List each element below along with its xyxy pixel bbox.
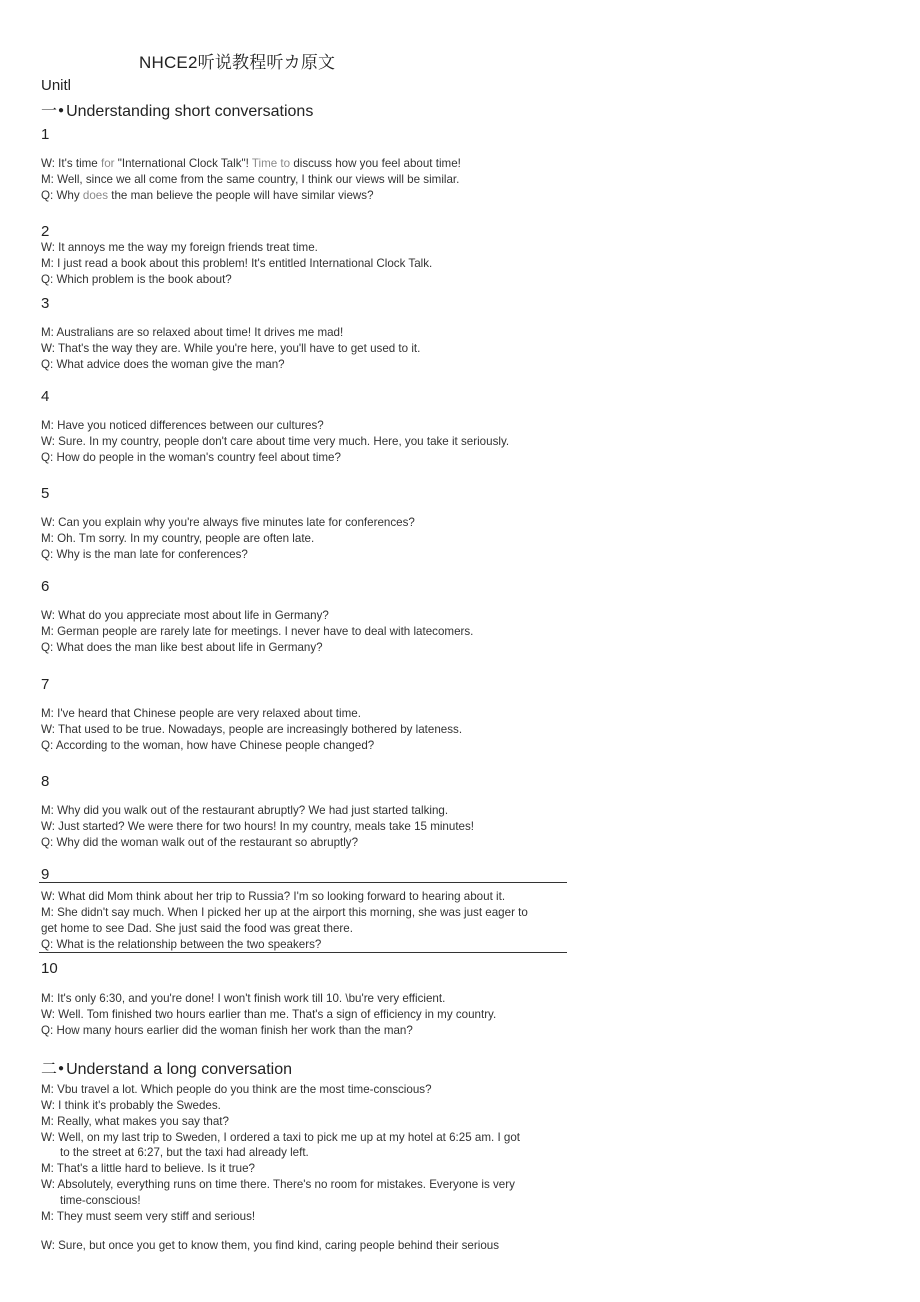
bullet-dot-icon: ● [58,1063,65,1074]
line-segment: does [82,189,109,202]
dialogue-line: M: Why did you walk out of the restaurant abruptly? We had just started talking. [41,804,449,817]
line-segment: Time to [251,157,291,170]
dialogue-line: Q: According to the woman, how have Chinese people changed? [41,739,375,752]
dialogue-line: W: That's the way they are. While you're here, you'll have to get used to it. [41,342,421,355]
item-number: 7 [41,676,50,693]
section-1-title: Understanding short conversations [66,103,314,120]
line-segment: the man believe the people will have similar views? [108,189,374,202]
dialogue-line: W: I think it's probably the Swedes. [41,1099,221,1112]
line-segment: discuss how you feel about time! [290,157,461,170]
dialogue-line: M: I've heard that Chinese people are very relaxed about time. [41,707,361,720]
dialogue-line: W: What did Mom think about her trip to Russia? I'm so looking forward to hearing about it. [41,890,506,903]
dialogue-line: M: She didn't say much. When I picked her up at the airport this morning, she was just eager to [41,906,528,919]
horizontal-rule [39,952,567,953]
title-chinese: 听说教程听カ原文 [197,53,336,73]
item-number: 2 [41,223,50,240]
line-segment: for [100,157,115,170]
document-title [139,48,335,73]
dialogue-line: Q: Which problem is the book about? [41,273,232,286]
dialogue-line: M: Have you noticed differences between our cultures? [41,419,324,432]
dialogue-line: get home to see Dad. She just said the food was great there. [41,922,353,935]
dialogue-line: M: Australians are so relaxed about time! It drives me mad! [41,326,344,339]
dialogue-line: W: Just started? We were there for two hours! In my country, meals take 15 minutes! [41,820,475,833]
dialogue-line: W: Absolutely, everything runs on time there. There's no room for mistakes. Everyone is very [41,1178,515,1191]
dialogue-line: Q: How many hours earlier did the woman finish her work than the man? [41,1024,413,1037]
dialogue-line: Q: Why did the woman walk out of the restaurant so abruptly? [41,836,359,849]
item-number: 9 [41,866,50,883]
dialogue-line: Q: What advice does the woman give the man? [41,358,285,371]
horizontal-rule [39,882,567,883]
dialogue-line: Q: What is the relationship between the two speakers? [41,938,322,951]
dialogue-line: M: They must seem very stiff and serious! [41,1210,256,1223]
section-1-mark: 一 [41,103,58,120]
bullet-dot-icon: ● [58,105,65,116]
dialogue-line: Q: How do people in the woman's country feel about time? [41,451,341,464]
dialogue-line: W: Sure. In my country, people don't care about time very much. Here, you take it seriously. [41,435,510,448]
dialogue-line [41,188,374,204]
item-number: 8 [41,773,50,790]
dialogue-line: W: It annoys me the way my foreign friends treat time. [41,241,318,254]
dialogue-line: W: Well. Tom finished two hours earlier than me. That's a sign of efficiency in my country. [41,1008,497,1021]
title-latin: NHCE2 [139,53,198,72]
dialogue-line: W: That used to be true. Nowadays, people are increasingly bothered by lateness. [41,723,463,736]
dialogue-line [41,156,461,172]
unit-label: Unitl [41,77,72,94]
section-1-heading [41,98,313,121]
dialogue-line: W: Can you explain why you're always five minutes late for conferences? [41,516,415,529]
dialogue-line: Q: Why is the man late for conferences? [41,548,248,561]
dialogue-line: M: Vbu travel a lot. Which people do you think are the most time-conscious? [41,1083,432,1096]
dialogue-line: M: Really, what makes you say that? [41,1115,229,1128]
dialogue-line: M: I just read a book about this problem! It's entitled International Clock Talk. [41,257,433,270]
item-number: 10 [41,960,58,977]
dialogue-line: W: Sure, but once you get to know them, you find kind, caring people behind their serious [41,1239,500,1252]
line-segment: W: It's time [41,157,101,170]
dialogue-line: M: Well, since we all come from the same country, I think our views will be similar. [41,173,460,186]
item-number: 3 [41,295,50,312]
item-number: 6 [41,578,50,595]
line-segment: Q: Why [41,189,83,202]
dialogue-line: to the street at 6:27, but the taxi had already left. [60,1146,309,1159]
dialogue-line: M: It's only 6:30, and you're done! I won't finish work till 10. \bu're very efficient. [41,992,446,1005]
line-segment: "International Clock Talk"! [114,157,252,170]
dialogue-line: M: Oh. Tm sorry. In my country, people are often late. [41,532,315,545]
section-2-heading [41,1056,292,1079]
item-number: 5 [41,485,50,502]
dialogue-line: M: German people are rarely late for meetings. I never have to deal with latecomers. [41,625,474,638]
section-2-title: Understand a long conversation [66,1061,292,1078]
item-number: 4 [41,388,50,405]
dialogue-line: M: That's a little hard to believe. Is it true? [41,1162,256,1175]
dialogue-line: W: Well, on my last trip to Sweden, I ordered a taxi to pick me up at my hotel at 6:25 am. I got [41,1131,521,1144]
dialogue-line: time-conscious! [60,1194,141,1207]
section-2-mark: 二 [41,1061,58,1078]
item-number: 1 [41,126,50,143]
dialogue-line: Q: What does the man like best about life in Germany? [41,641,323,654]
dialogue-line: W: What do you appreciate most about life in Germany? [41,609,329,622]
